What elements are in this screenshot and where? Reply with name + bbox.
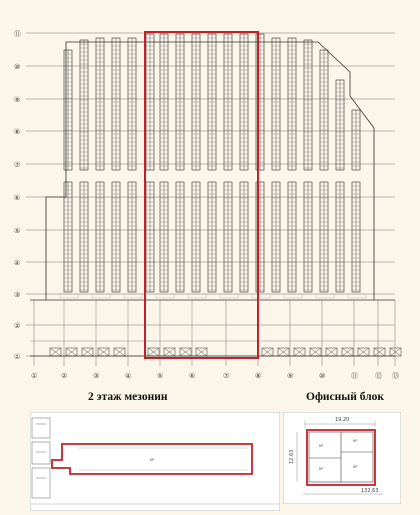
- svg-text:м²: м²: [150, 457, 155, 462]
- grid-row-label: ①: [14, 353, 21, 361]
- grid-row-label: ⑪: [14, 30, 21, 38]
- office-dimension-bottom: 132.63: [361, 488, 379, 494]
- dimension-tag: [316, 294, 334, 298]
- grid-col-label: ⑩: [319, 372, 326, 380]
- grid-col-label: ⑦: [223, 372, 230, 380]
- office-block-plan: [283, 412, 401, 508]
- dimension-tag: [92, 294, 110, 298]
- mezzanine-drawing: [30, 412, 280, 511]
- dimension-tag: [156, 294, 174, 298]
- grid-col-label: ⑤: [157, 372, 164, 380]
- dimension-tag: [252, 294, 270, 298]
- mezzanine-floor-plan: [30, 412, 280, 515]
- grid-col-label: ④: [125, 372, 132, 380]
- grid-row-label: ⑤: [14, 227, 21, 235]
- office-dimension-top: 19.20: [335, 417, 350, 423]
- dimension-tag: [284, 294, 302, 298]
- grid-row-label: ⑩: [14, 63, 21, 71]
- svg-text:м²: м²: [353, 464, 358, 469]
- grid-row-label: ②: [14, 322, 21, 330]
- grid-row-label: ⑦: [14, 161, 21, 169]
- mezzanine-caption: 2 этаж мезонин: [88, 391, 168, 403]
- office-drawing: [283, 412, 401, 504]
- office-dimension-side: 12.63: [289, 449, 295, 464]
- grid-row-label: ③: [14, 291, 21, 299]
- grid-col-label: ⑫: [375, 372, 382, 380]
- rental-area-outline: [145, 32, 258, 358]
- building-outline: [46, 42, 374, 300]
- grid-row-label: ④: [14, 259, 21, 267]
- grid-row-label: ⑥: [14, 194, 21, 202]
- dimension-tag: [348, 294, 366, 298]
- office-block-caption: Офисный блок: [306, 391, 385, 403]
- svg-text:м²: м²: [319, 466, 324, 471]
- grid-col-label: ⑥: [189, 372, 196, 380]
- grid-col-label: ⑨: [287, 372, 294, 380]
- grid-col-label: ⑪: [351, 372, 358, 380]
- grid-col-label: ①: [31, 372, 38, 380]
- grid-row-label: ⑨: [14, 96, 21, 104]
- svg-text:м²: м²: [353, 438, 358, 443]
- grid-col-label: ⑬: [392, 372, 399, 380]
- grid-col-label: ⑧: [255, 372, 262, 380]
- grid-row-label: ⑧: [14, 128, 21, 136]
- dimension-tag: [124, 294, 142, 298]
- grid-col-label: ②: [61, 372, 68, 380]
- dimension-tag: [60, 294, 78, 298]
- dimension-tag: [220, 294, 238, 298]
- grid-col-label: ③: [93, 372, 100, 380]
- svg-text:м²: м²: [319, 443, 324, 448]
- dimension-tag: [188, 294, 206, 298]
